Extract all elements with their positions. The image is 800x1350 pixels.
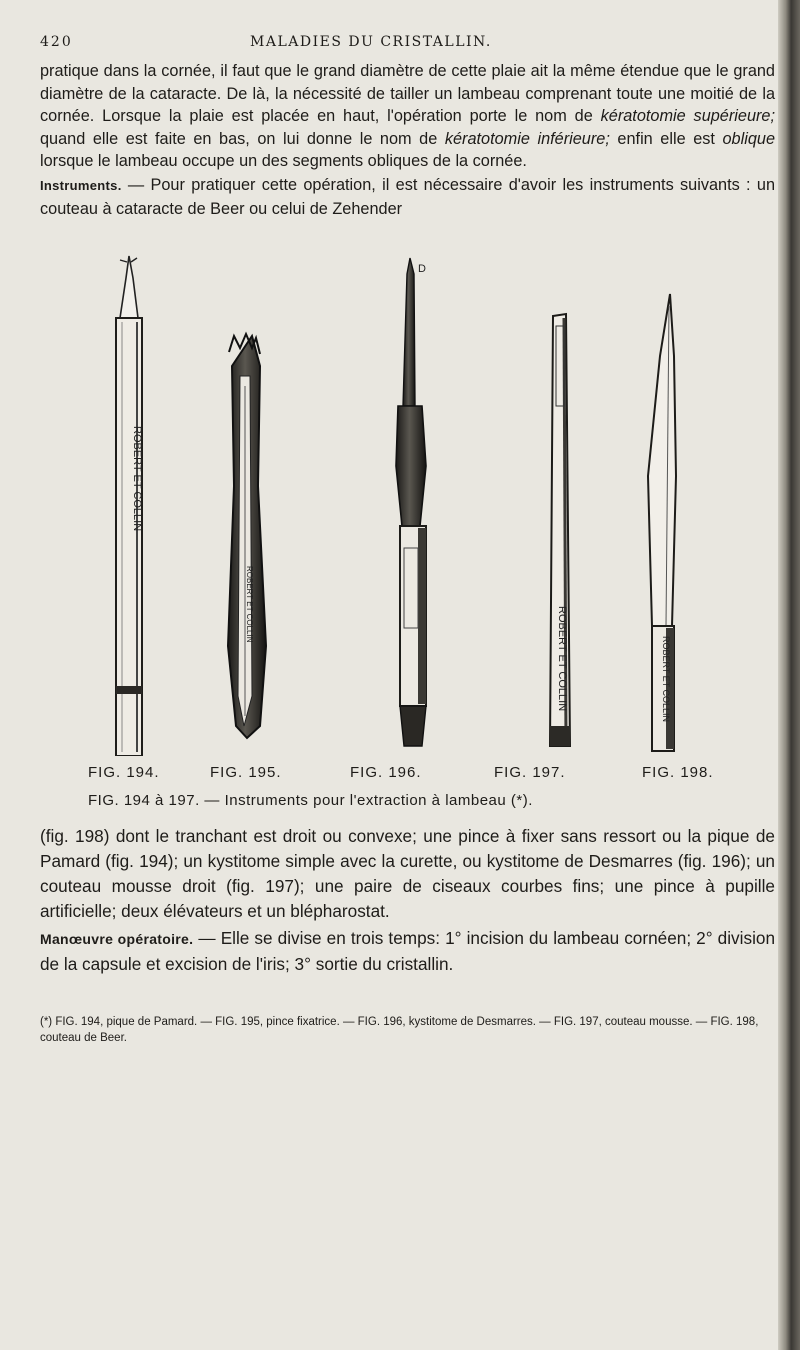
engraving-196: ROBERT ET COLLIN: [556, 606, 568, 712]
paragraph-manoeuvre: [40, 926, 775, 977]
figure-labels: [60, 764, 780, 786]
figure-195-pince: [228, 334, 266, 738]
figure-196-kystitome: [396, 258, 426, 746]
para1-text-c: enfin elle est: [609, 129, 723, 148]
figure-198-couteau-beer: [648, 294, 676, 751]
para1-text-a: pratique dans la cornée, il faut que le grand diamètre de cette plaie ait la même étendue que le grand diamètre de la cataracte. De là, la nécessité de tailler un lambeau comprenant toute une moitié de la cornée. Lorsque la plaie est placée en haut, l'opération porte le nom de: [40, 62, 775, 126]
engraving-198: ROBERT ET COLLIN: [661, 636, 671, 723]
label-fig-196: FIG. 196.: [350, 764, 422, 781]
instrument-figures: [100, 226, 780, 756]
label-fig-197: FIG. 197.: [494, 764, 566, 781]
paragraph-instruments: [40, 174, 775, 220]
para1-text-b: quand elle est faite en bas, on lui donne le nom de: [40, 129, 445, 148]
term-superieure: kératotomie supérieure;: [600, 107, 776, 126]
svg-text:ROBERT ET COLLIN: ROBERT ET COLLIN: [245, 566, 254, 643]
label-fig-195: FIG. 195.: [210, 764, 282, 781]
page-number: 420: [40, 34, 73, 50]
label-fig-194: FIG. 194.: [88, 764, 160, 781]
figure-194-pique: [116, 256, 143, 756]
page-edge-shadow: [778, 0, 800, 1350]
figure-197-couteau-mousse: [550, 314, 570, 746]
svg-text:D: D: [418, 263, 426, 275]
instruments-text: — Pour pratiquer cette opération, il est nécessaire d'avoir les instruments suivants : un couteau à cataracte de Beer ou celui de Zehender: [40, 176, 775, 218]
term-inferieure: kératotomie inférieure;: [444, 129, 610, 148]
running-title: MALADIES DU CRISTALLIN.: [250, 34, 492, 50]
paragraph-keratotomie: [40, 60, 775, 173]
figure-caption: FIG. 194 à 197. — Instruments pour l'extraction à lambeau (*).: [88, 792, 533, 809]
manoeuvre-text: — Elle se divise en trois temps: 1° incision du lambeau cornéen; 2° division de la capsule et excision de l'iris; 3° sortie du cristallin.: [40, 928, 776, 974]
footnote: (*) FIG. 194, pique de Pamard. — FIG. 195, pince fixatrice. — FIG. 196, kystitome de Desmarres. — FIG. 197, couteau mousse. — FIG. 198, couteau de Beer.: [40, 1016, 759, 1044]
engraving-194: ROBERT ET COLLIN: [131, 426, 143, 532]
running-header: [40, 34, 760, 54]
paragraph-instrument-list: (fig. 198) dont le tranchant est droit ou convexe; une pince à fixer sans ressort ou la pique de Pamard (fig. 194); un kystitome simple avec la curette, ou kystitome de Desmarres (fig. 196); un couteau mousse droit (fig. 197); une paire de ciseaux courbes fins; une pince à pupille artificielle; deux élévateurs et un blépharostat.: [40, 826, 775, 921]
instruments-lead: Instruments.: [40, 178, 122, 193]
label-fig-198: FIG. 198.: [642, 764, 714, 781]
term-oblique: oblique: [722, 129, 775, 148]
manoeuvre-lead: Manœuvre opératoire.: [40, 931, 194, 947]
para1-text-d: lorsque le lambeau occupe un des segments obliques de la cornée.: [40, 152, 527, 171]
